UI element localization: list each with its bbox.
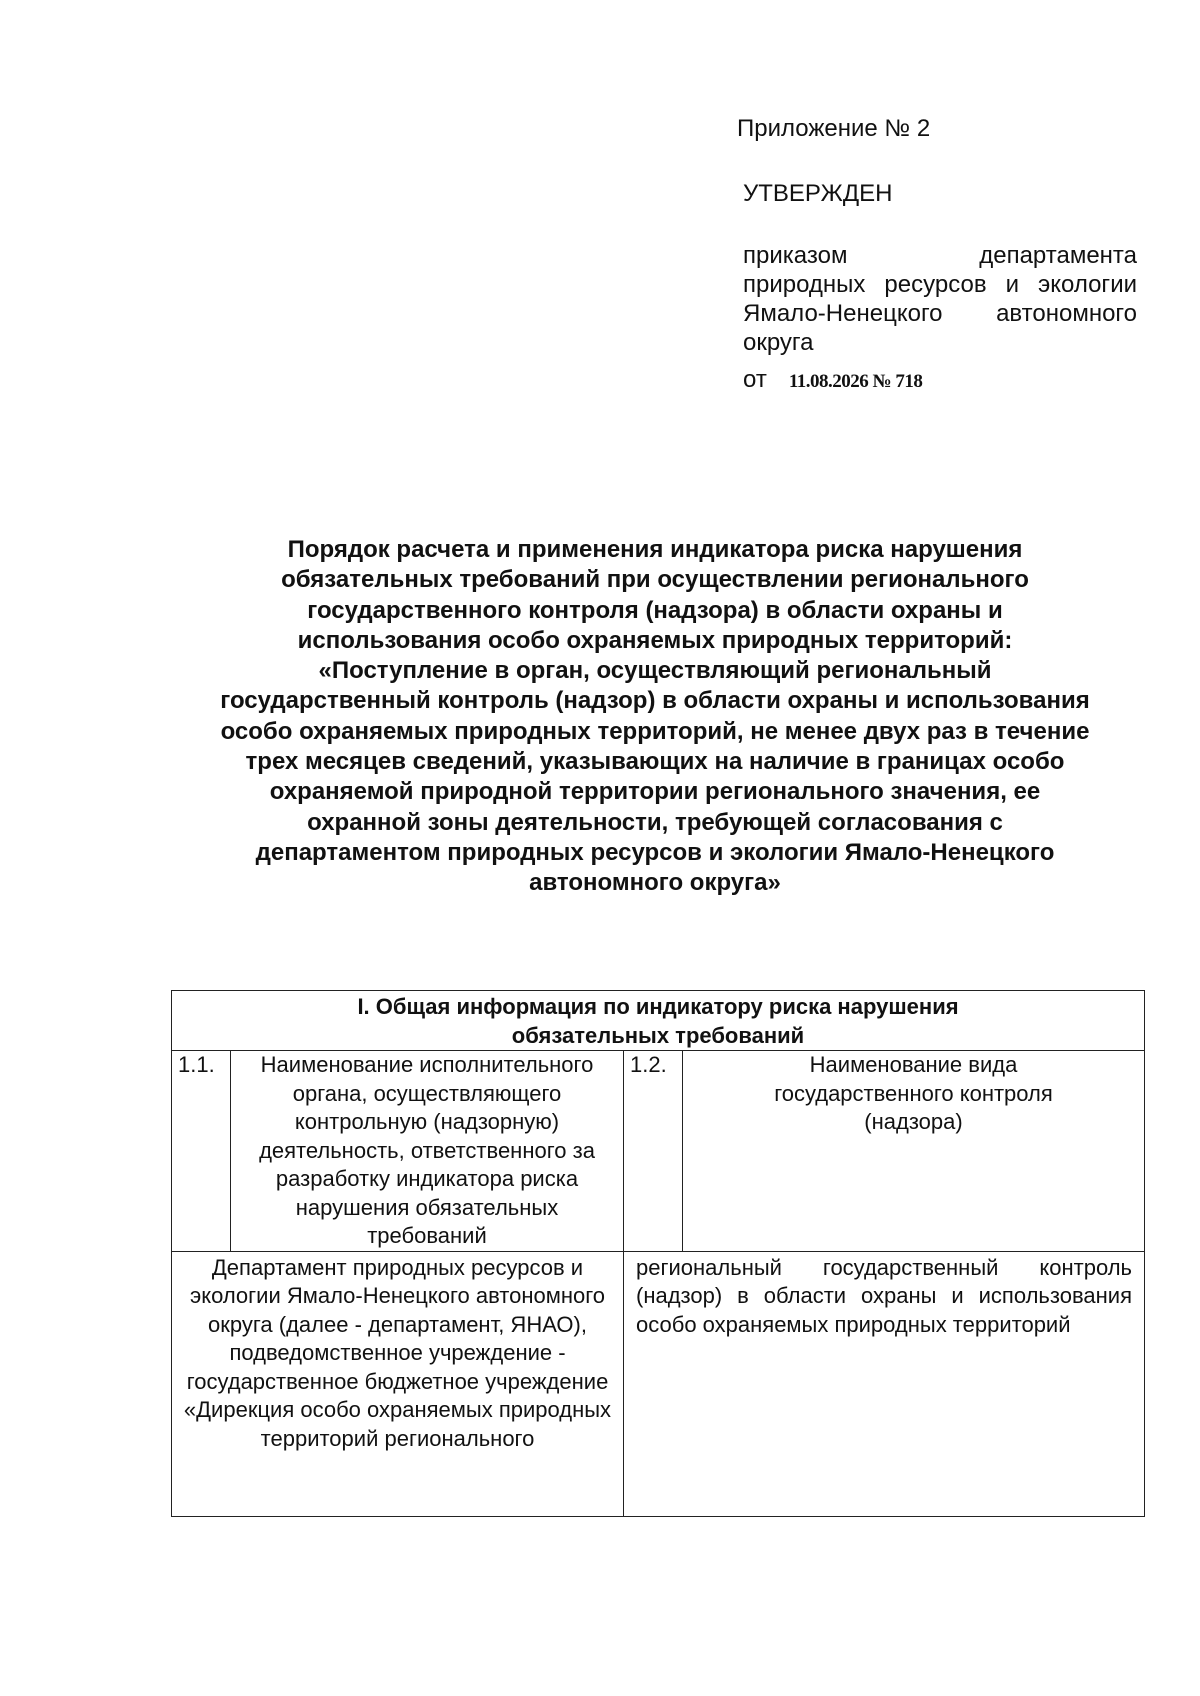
executive-body-header-cell: Наименование исполнительного органа, осуществляющего контрольную (надзорную) деятельность, ответственного за разработку индикатора риска нарушения обязательных требований (231, 1051, 624, 1252)
executive-body-value-cell: Департамент природных ресурсов и экологии Ямало-Ненецкого автономного округа (далее - департамент, ЯНАО), подведомственное учреждение - государственное бюджетное учреждение «Дирекция особо охраняемых природных территорий регионального (172, 1251, 624, 1516)
title-line: автономного округа» (529, 869, 781, 897)
approved-label: УТВЕРЖДЕН (743, 180, 893, 207)
order-line: округа (743, 329, 814, 356)
document-title (170, 535, 1140, 899)
table-header-row (172, 1051, 1145, 1252)
title-line: Порядок расчета и применения индикатора риска нарушения (287, 536, 1023, 563)
title-line: обязательных требований при осуществлении регионального (281, 566, 1029, 594)
title-line: использования особо охраняемых природных территорий: (297, 626, 1013, 654)
title-line: охраняемой природной территории регионального значения, ее (269, 778, 1041, 806)
order-reference (743, 241, 1137, 357)
title-line: государственный контроль (надзор) в области охраны и использования (220, 687, 1090, 715)
control-type-header-cell: Наименование вида государственного контроля (надзора) (683, 1051, 1145, 1252)
title-line: особо охраняемых природных территорий, не менее двух раз в течение (220, 717, 1090, 745)
section-title-line: I. Общая информация по индикатору риска нарушения (357, 994, 959, 1019)
table-row (172, 1251, 1145, 1516)
from-label: от (743, 366, 767, 393)
appendix-label: Приложение № 2 (737, 115, 931, 142)
title-line: «Поступление в орган, осуществляющий региональный (318, 657, 992, 685)
title-line: трех месяцев сведений, указывающих на наличие в границах особо (245, 748, 1065, 776)
order-date-number: 11.08.2026 № 718 (788, 371, 923, 392)
title-line: государственного контроля (надзора) в области охраны и (307, 596, 1003, 624)
order-line: Ямало-Ненецкого автономного (743, 300, 1137, 327)
approval-block (737, 114, 1137, 396)
item-number-cell: 1.2. (624, 1051, 683, 1252)
section-title-cell (172, 991, 1145, 1051)
section-title-line: обязательных требований (511, 1022, 805, 1048)
table-section-row (172, 991, 1145, 1051)
item-number-cell: 1.1. (172, 1051, 231, 1252)
title-line: департаментом природных ресурсов и экологии Ямало-Ненецкого (255, 838, 1055, 866)
control-type-value-cell: региональный государственный контроль (надзор) в области охраны и использования особо охраняемых природных территорий (624, 1251, 1145, 1516)
order-line: природных ресурсов и экологии (743, 271, 1137, 298)
order-line: приказом департамента (743, 242, 1137, 269)
title-line: охранной зоны деятельности, требующей согласования с (307, 808, 1003, 836)
order-date-row (743, 365, 1137, 396)
general-info-table (171, 990, 1145, 1517)
